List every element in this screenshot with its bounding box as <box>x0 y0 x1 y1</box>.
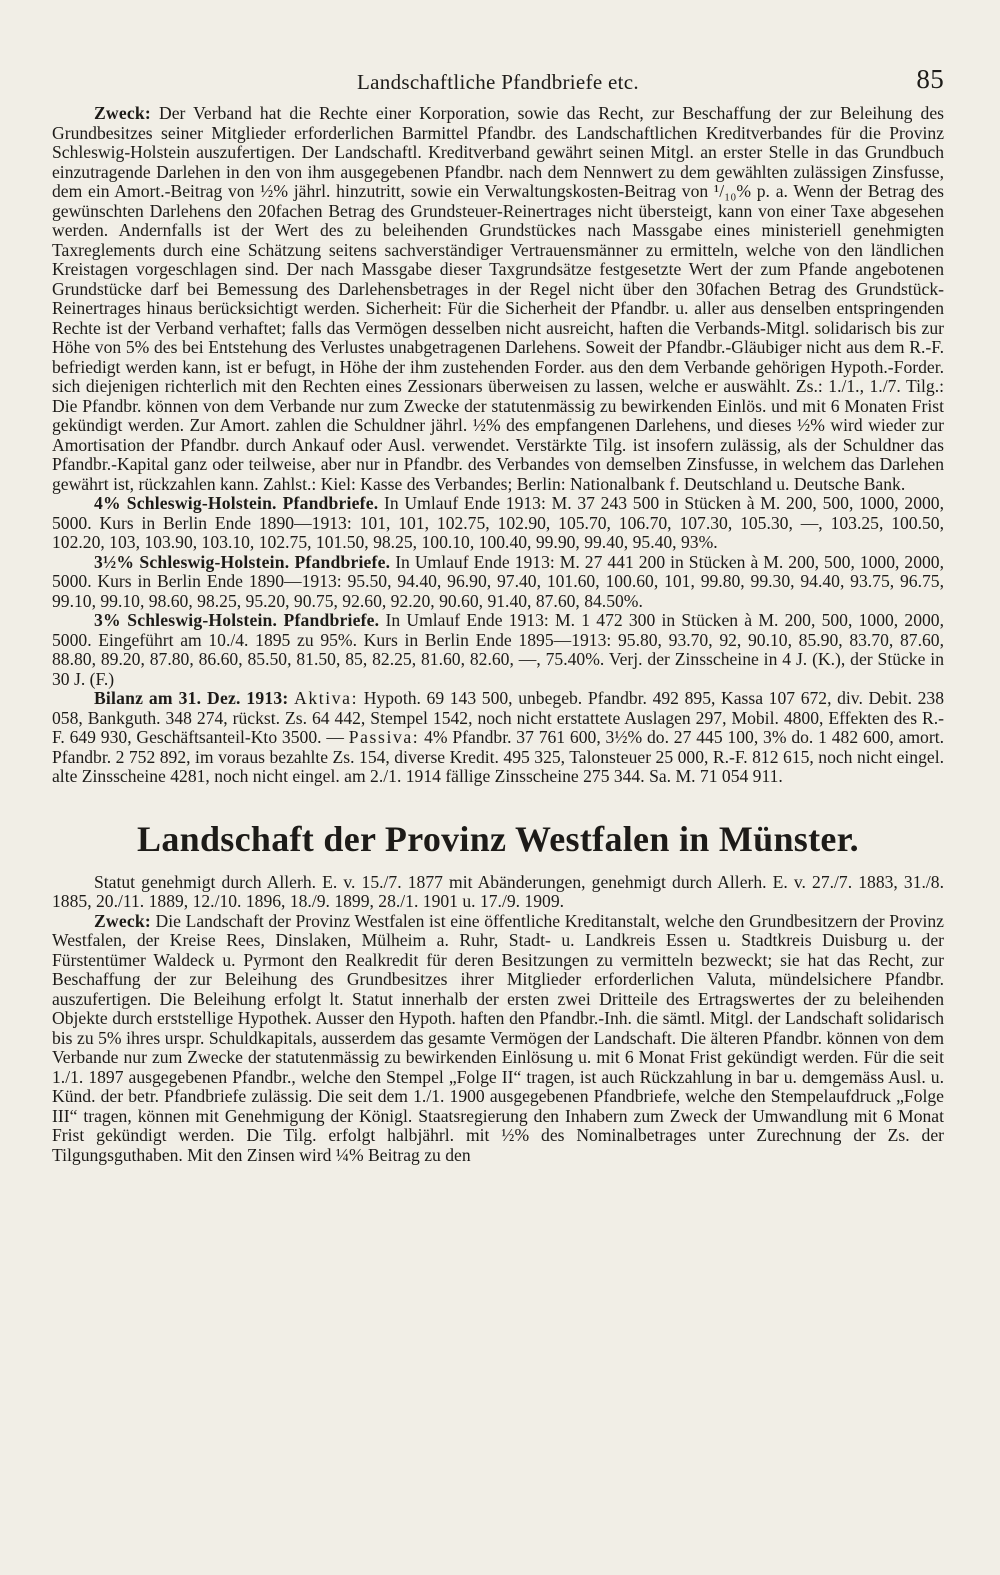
aktiva-text: Hypoth. 69 143 500, unbegeb. Pfandbr. 492 895, Kassa 107 672, div. Debit. 238 058, Bankguth. 348 274, rückst. Zs. 64 442, Stempel 1542, noch nicht erstattete Auslagen 297, Mobil. 4800, Effekten des R.-F. 649 930, Geschäftsanteil-Kto 3500. — <box>52 688 944 747</box>
page-number: 85 <box>916 64 944 94</box>
bond-3-label: 3% Schleswig-Holstein. Pfandbriefe. <box>94 610 380 630</box>
zweck-label: Zweck: <box>94 103 151 123</box>
zweck-paragraph-westfalen <box>52 912 944 1166</box>
section-heading-westfalen: Landschaft der Provinz Westfalen in Münster. <box>137 818 859 859</box>
bond-4-text: In Umlauf Ende 1913: M. 37 243 500 in Stücken à M. 200, 500, 1000, 2000, 5000. Kurs in Berlin Ende 1890—1913: 101, 101, 102.75, 102.90, 105.70, 106.70, 107.30, 105.30, —, 103.25, 100.50, 102.20, 103, 103.90, 103.10, 102.75, 101.50, 98.25, 100.10, 100.40, 99.90, 99.40, 95.40, 93%. <box>52 493 944 552</box>
passiva-label: Passiva: <box>348 727 420 747</box>
passiva-text: 4% Pfandbr. 37 761 600, 3½% do. 27 445 100, 3% do. 1 482 600, amort. Pfandbr. 2 752 892, im voraus bezahlte Zs. 154, diverse Kredit. 495 325, Talonsteuer 25 000, R.-F. 812 615, noch nicht eingel. alte Zinsscheine 4281, noch nicht eingel. am 2./1. 1914 fällige Zinsscheine 275 344. Sa. M. 71 054 911. <box>52 727 944 786</box>
zweck-text: Der Verband hat die Rechte einer Korporation, sowie das Recht, zur Beschaffung der zur Beleihung des Grundbesitzes seiner Mitglieder erforderlichen Barmittel Pfandbr. des Landschaftlichen Kreditverbandes für die Provinz Schleswig-Holstein auszufertigen. Der Landschaftl. Kreditverband gewährt seinen Mitgl. an erster Stelle in das Grundbuch einzutragende Darlehen in den von ihm ausgegebenen Pfandbr. nach dem Nennwert zu dem gewählten zulässigen Zinsfusse, dem ein Amort.-Beitrag von ½% jährl. hinzutritt, sowie ein Verwaltungskosten-Beitrag von ¹/₁₀% p. a. Wenn der Betrag des gewünschten Darlehens den 20fachen Betrag des Grundsteuer-Reinertrages nicht übersteigt, kann von einer Taxe abgesehen werden. Andernfalls ist der Wert des zu beleihenden Grundstückes nach Massgabe eines ministeriell genehmigten Taxreglements durch eine Schätzung seitens sachverständiger Vertrauensmänner zu ermitteln, welche von den ländlichen Kreistagen vorgeschlagen sind. Der nach Massgabe dieser Taxgrundsätze festgesetzte Wert der zum Pfande angebotenen Grundstücke darf bei Bemessung des Darlehensbetrages in der Regel nicht über den 30fachen Betrag des Grundstück-Reinertrages hinaus berücksichtigt werden. Sicherheit: Für die Sicherheit der Pfandbr. u. aller aus denselben entspringenden Rechte ist der Verband verhaftet; falls das Vermögen desselben nicht ausreicht, haften die Verbands-Mitgl. solidarisch bis zur Höhe von 5% des bei Entstehung des Verlustes unabgetragenen Darlehens. Soweit der Pfandbr.-Gläubiger nicht aus dem R.-F. befriedigt werden kann, ist er befugt, in Höhe der ihm zustehenden Forder. aus den dem Verbande gehörigen Hypoth.-Forder. sich diejenigen richterlich mit den Rechten eines Zessionars überweisen zu lassen, welche er auswählt. Zs.: 1./1., 1./7. Tilg.: Die Pfandbr. können von dem Verbande nur zum Zwecke der statutenmässig zu bewirkenden Einlös. und mit 6 Monaten Frist gekündigt werden. Zur Amort. zahlen die Schuldner jährl. ½% des empfangenen Darlehens, und dieses ½% wird wieder zur Amortisation der Pfandbr. durch Ankauf oder Ausl. verwendet. Verstärkte Tilg. ist insofern zulässig, als der Schuldner das Pfandbr.-Kapital ganz oder teilweise, aber nur in Pfandbr. des Verbandes von demselben Zinsfusse, in welchem das Darlehen gewährt ist, rückzahlen kann. Zahlst.: Kiel: Kasse des Verbandes; Berlin: Nationalbank f. Deutschland u. Deutsche Bank. <box>52 103 944 494</box>
zweck-label-westfalen: Zweck: <box>94 910 151 931</box>
bond-3-5-paragraph <box>52 553 944 612</box>
running-header <box>52 64 944 104</box>
aktiva-label: Aktiva: <box>294 688 359 708</box>
zweck-paragraph <box>52 104 944 494</box>
section-westfalen <box>52 873 944 1166</box>
bond-3-paragraph <box>52 611 944 689</box>
statut-paragraph: Statut genehmigt durch Allerh. E. v. 15./7. 1877 mit Abänderungen, genehmigt durch Allerh. E. v. 27./7. 1883, 31./8. 1885, 20./11. 1889, 12./10. 1896, 18./9. 1899, 28./1. 1901 u. 17./9. 1909. <box>52 871 944 911</box>
bond-3-5-text: In Umlauf Ende 1913: M. 27 441 200 in Stücken à M. 200, 500, 1000, 2000, 5000. Kurs in Berlin Ende 1890—1913: 95.50, 94.40, 96.90, 97.40, 101.60, 100.60, 101, 99.80, 99.30, 94.40, 93.75, 96.75, 99.10, 99.10, 98.60, 98.25, 95.20, 90.75, 92.60, 92.20, 90.60, 91.40, 87.60, 84.50%. <box>52 551 944 611</box>
bond-3-text: In Umlauf Ende 1913: M. 1 472 300 in Stücken à M. 200, 500, 1000, 2000, 5000. Eingeführt am 10./4. 1895 zu 95%. Kurs in Berlin Ende 1895—1913: 95.80, 93.70, 92, 90.10, 85.90, 83.70, 87.60, 88.80, 89.20, 87.80, 86.60, 85.50, 81.50, 85, 82.25, 81.60, 82.60, —, 75.40%. Verj. der Zinsscheine in 4 J. (K.), der Stücke in 30 J. (F.) <box>52 610 944 689</box>
section-schleswig-holstein <box>52 104 944 787</box>
bond-3-5-label: 3½% Schleswig-Holstein. Pfandbriefe. <box>94 551 391 572</box>
zweck-text-westfalen: Die Landschaft der Provinz Westfalen ist eine öffentliche Kreditanstalt, welche den Grundbesitzern der Provinz Westfalen, der Kreise Rees, Dinslaken, Mülheim a. Ruhr, Stadt- u. Landkreis Essen u. Stadtkreis Duisburg u. der Fürstentümer Waldeck u. Pyrmont den Realkredit für deren Besitzungen zu vermitteln bezweckt; sie hat das Recht, zur Beschaffung der zur Beleihung des Grundbesitzes ihrer Mitglieder erforderlichen Valuta, mündelsichere Pfandbr. auszufertigen. Die Beleihung erfolgt lt. Statut innerhalb der ersten zwei Dritteile des Ertragswertes der zu beleihenden Objekte durch erststellige Hypothek. Ausser den Hypoth. haften den Pfandbr.-Inh. die sämtl. Mitgl. der Landschaft solidarisch bis zu 5% ihres urspr. Schuldkapitals, ausserdem das gesamte Vermögen der Landschaft. Die älteren Pfandbr. können von dem Verbande nur zum Zwecke der statutenmässig zu bewirkenden Einlösung u. mit 6 Monat Frist gekündigt werden. Für die seit 1./1. 1897 ausgegebenen Pfandbr., welche den Stempel „Folge II“ tragen, ist auch Rückzahlung in bar u. demgemäss Ausl. u. Künd. der betr. Pfandbriefe zulässig. Die seit dem 1./1. 1900 ausgegebenen Pfandbriefe, welche den Stempelaufdruck „Folge III“ tragen, können mit Genehmigung der Königl. Staatsregierung den Inhabern zum Zweck der Umwandlung mit 6 Monat Frist gekündigt werden. Die Tilg. erfolgt halbjährl. mit ½% des Nominalbetrages unter Zurechnung der Zs. der Tilgungsguthaben. Mit den Zinsen wird ¼% Beitrag zu den <box>52 910 944 1165</box>
running-title: Landschaftliche Pfandbriefe etc. <box>357 70 639 94</box>
bond-4-label: 4% Schleswig-Holstein. Pfandbriefe. <box>94 493 379 513</box>
bilanz-paragraph <box>52 689 944 787</box>
bond-4-paragraph <box>52 494 944 553</box>
bilanz-label: Bilanz am 31. Dez. 1913: <box>94 688 289 708</box>
